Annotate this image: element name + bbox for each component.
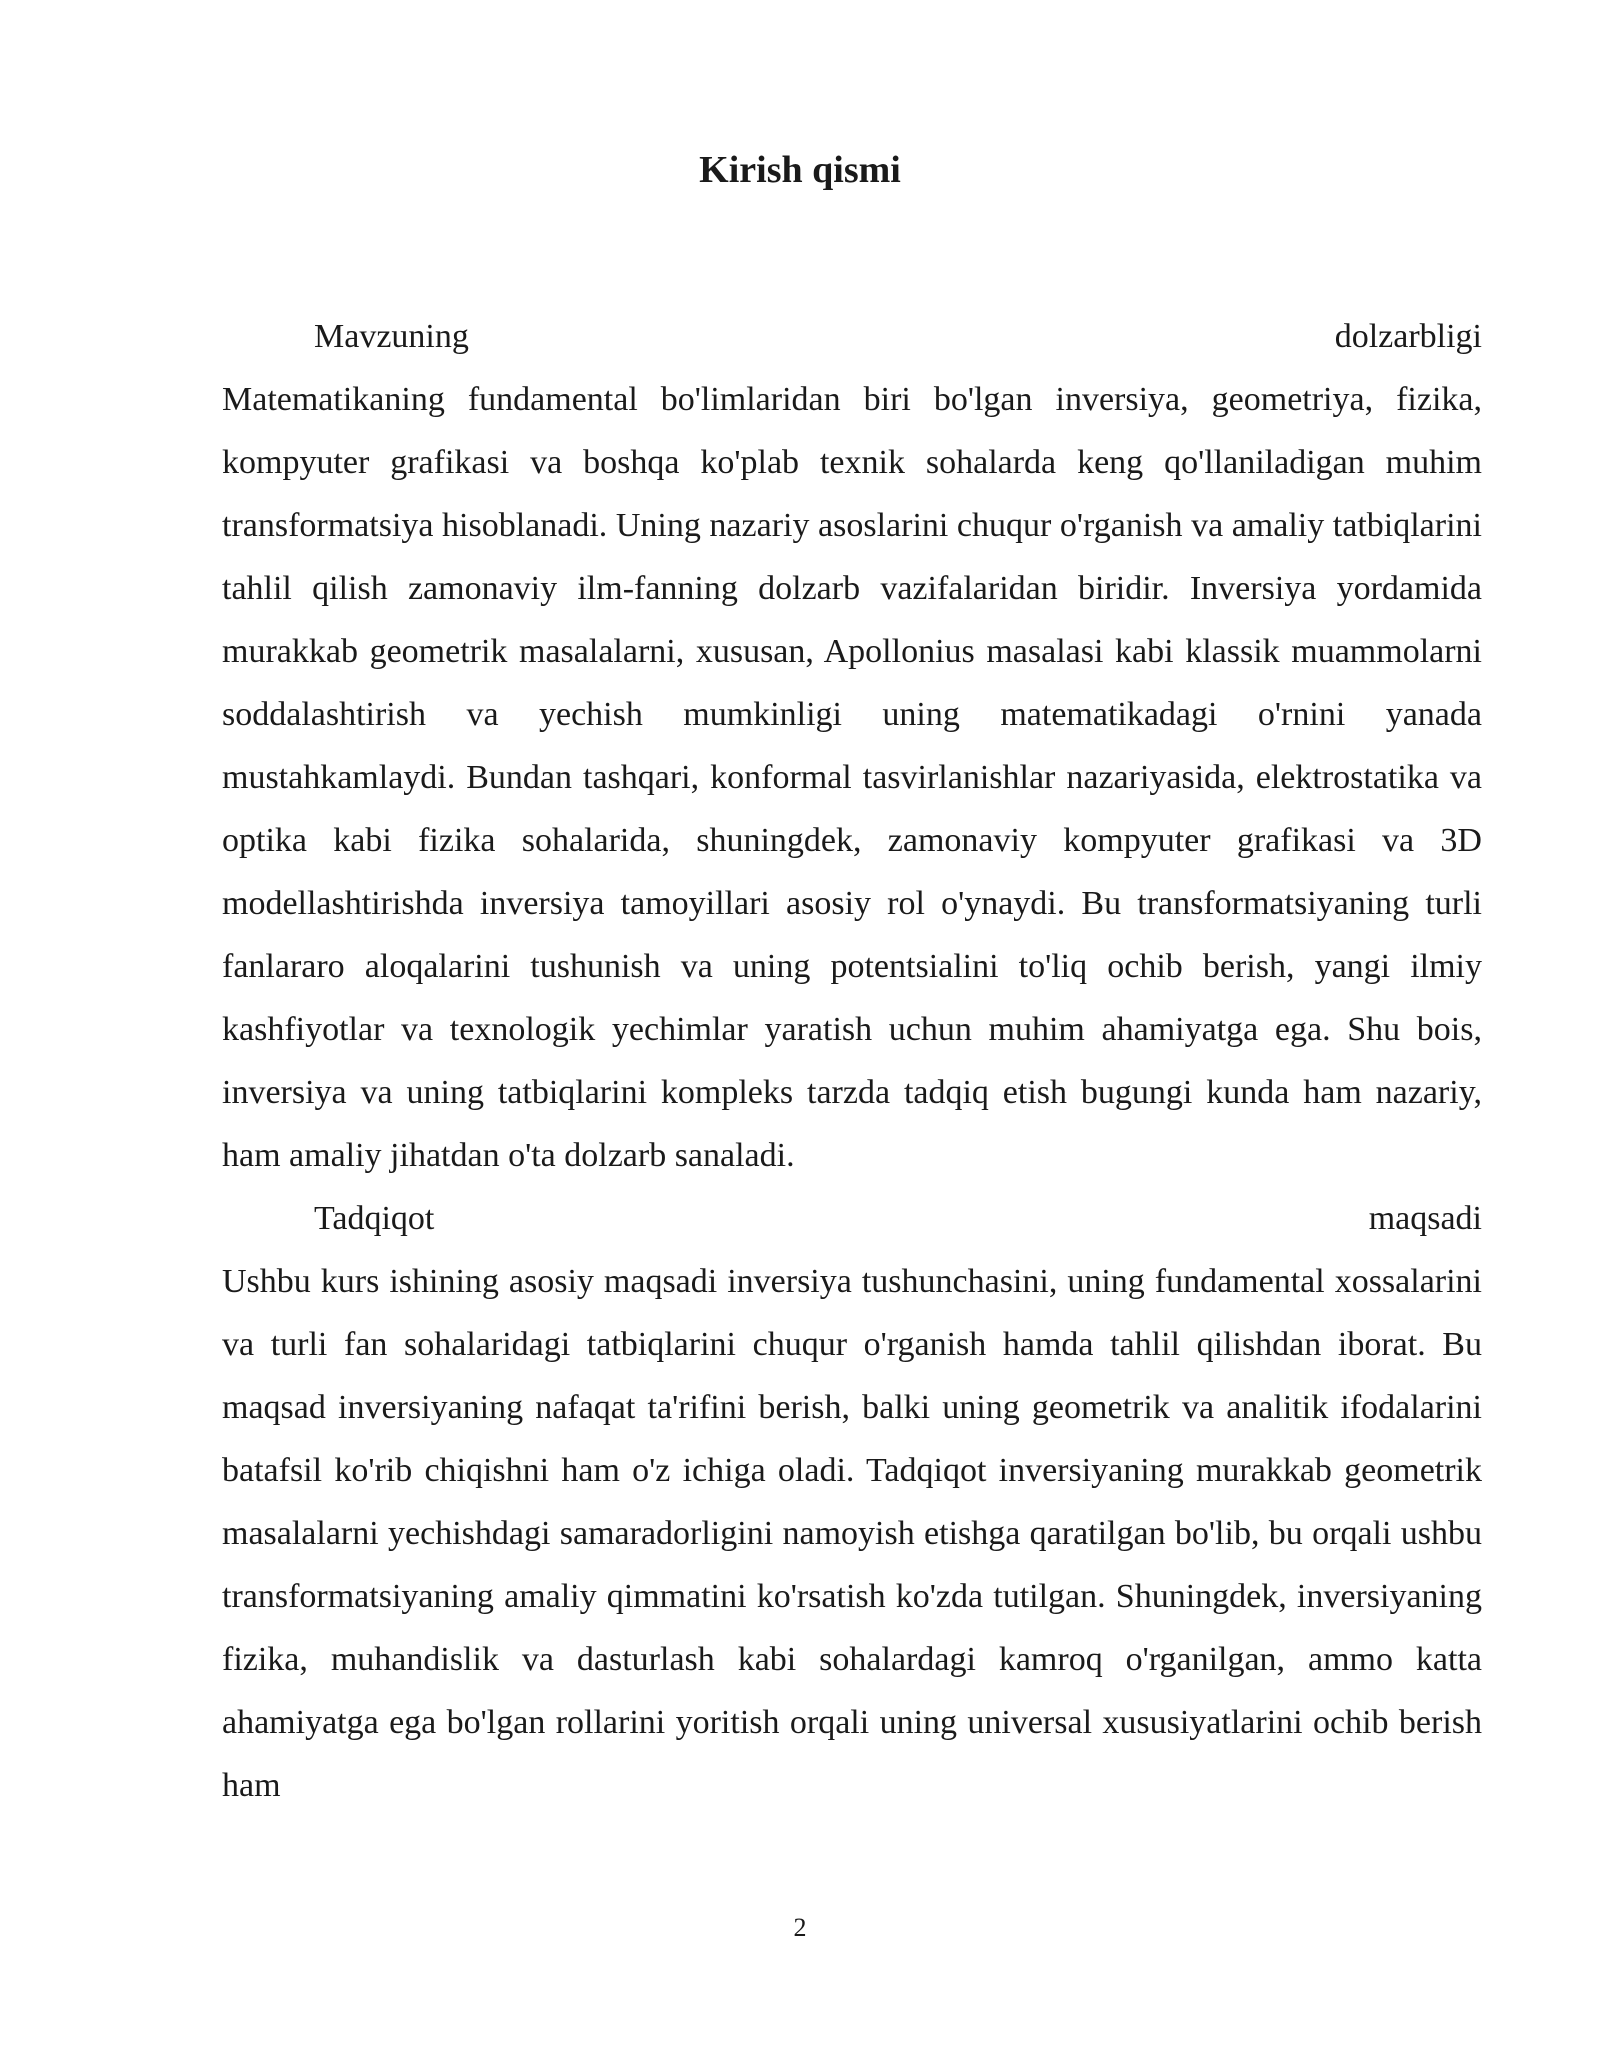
page-number: 2	[793, 1913, 807, 1942]
page-title: Kirish qismi	[699, 149, 901, 191]
paragraph-relevance: Matematikaning fundamental bo'limlaridan biri bo'lgan inversiya, geometriya, fizika, kompyuter grafikasi va boshqa ko'plab texnik sohalarda keng qo'llaniladigan muhim transformatsiya hisoblanadi. Uning nazariy asoslarini chuqur o'rganish va amaliy tatbiqlarini tahlil qilish zamonaviy ilm-fanning dolzarb vazifalaridan biridir. Inversiya yordamida murakkab geometrik masalalarni, xususan, Apollonius masalasi kabi klassik muammolarni soddalashtirish va yechish mumkinligi uning matematikadagi o'rnini yanada mustahkamlaydi. Bundan tashqari, konformal tasvirlanishlar nazariyasida, elektrostatika va optika kabi fizika sohalarida, shuningdek, zamonaviy kompyuter grafikasi va 3D modellashtirishda inversiya tamoyillari asosiy rol o'ynaydi. Bu transformatsiyaning turli fanlararo aloqalarini tushunish va uning potentsialini to'liq ochib berish, yangi ilmiy kashfiyotlar va texnologik yechimlar yaratish uchun muhim ahamiyatga ega. Shu bois, inversiya va uning tatbiqlarini kompleks tarzda tadqiq etish bugungi kunda ham nazariy, ham amaliy jihatdan o'ta dolzarb sanaladi.	[222, 381, 1482, 1174]
section-heading-left: Mavzuning	[314, 318, 469, 355]
section-heading-right: maqsadi	[1368, 1200, 1482, 1237]
section-heading-relevance	[222, 305, 1482, 368]
section-heading-goal	[222, 1187, 1482, 1250]
document-body	[222, 305, 1482, 1817]
paragraph-goal: Ushbu kurs ishining asosiy maqsadi inversiya tushunchasini, uning fundamental xossalarini va turli fan sohalaridagi tatbiqlarini chuqur o'rganish hamda tahlil qilishdan iborat. Bu maqsad inversiyaning nafaqat ta'rifini berish, balki uning geometrik va analitik ifodalarini batafsil ko'rib chiqishni ham o'z ichiga oladi. Tadqiqot inversiyaning murakkab geometrik masalalarni yechishdagi samaradorligini namoyish etishga qaratilgan bo'lib, bu orqali ushbu transformatsiyaning amaliy qimmatini ko'rsatish ko'zda tutilgan. Shuningdek, inversiyaning fizika, muhandislik va dasturlash kabi sohalardagi kamroq o'rganilgan, ammo katta ahamiyatga ega bo'lgan rollarini yoritish orqali uning universal xususiyatlarini ochib berish ham	[222, 1263, 1482, 1804]
section-heading-left: Tadqiqot	[314, 1200, 435, 1237]
section-heading-right: dolzarbligi	[1334, 318, 1482, 355]
